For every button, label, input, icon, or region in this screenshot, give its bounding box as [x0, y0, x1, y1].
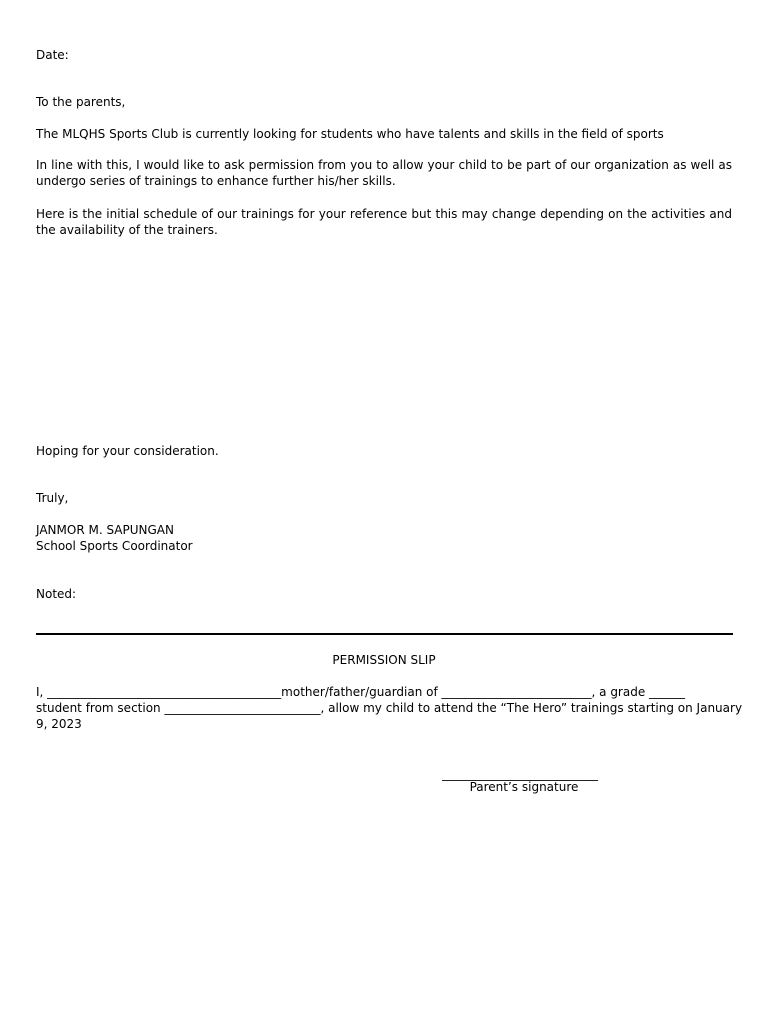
date-label: Date: — [36, 48, 69, 62]
signatory-name: JANMOR M. SAPUNGAN — [36, 523, 174, 537]
paragraph-schedule-note: Here is the initial schedule of our trainings for your reference but this may change depending on the activities and the availability of the trainers. — [36, 207, 732, 237]
closing-line: Hoping for your consideration. — [36, 444, 219, 458]
noted-label: Noted: — [36, 587, 77, 601]
paragraph-permission-request: In line with this, I would like to ask permission from you to allow your child to be part of our organization as well as undergo series of trainings to enhance further his/her skills. — [36, 158, 732, 188]
salutation: To the parents, — [36, 95, 126, 109]
permission-slip-title: PERMISSION SLIP — [332, 653, 436, 667]
valediction: Truly, — [36, 491, 69, 505]
paragraph-intro: The MLQHS Sports Club is currently looking for students who have talents and skills in the field of sports — [36, 127, 664, 141]
signature-blank-line: __________________________ — [442, 767, 598, 781]
signature-label: Parent’s signature — [469, 780, 579, 794]
signatory-title: School Sports Coordinator — [36, 539, 193, 553]
slip-line-1: I, _______________________________________mother/father/guardian of _________________________, a grade ______ — [36, 685, 686, 699]
cut-line-divider — [36, 633, 733, 635]
slip-line-2: student from section __________________________, allow my child to attend the “The Hero” trainings starting on January — [36, 701, 743, 715]
slip-line-3: 9, 2023 — [36, 717, 82, 731]
